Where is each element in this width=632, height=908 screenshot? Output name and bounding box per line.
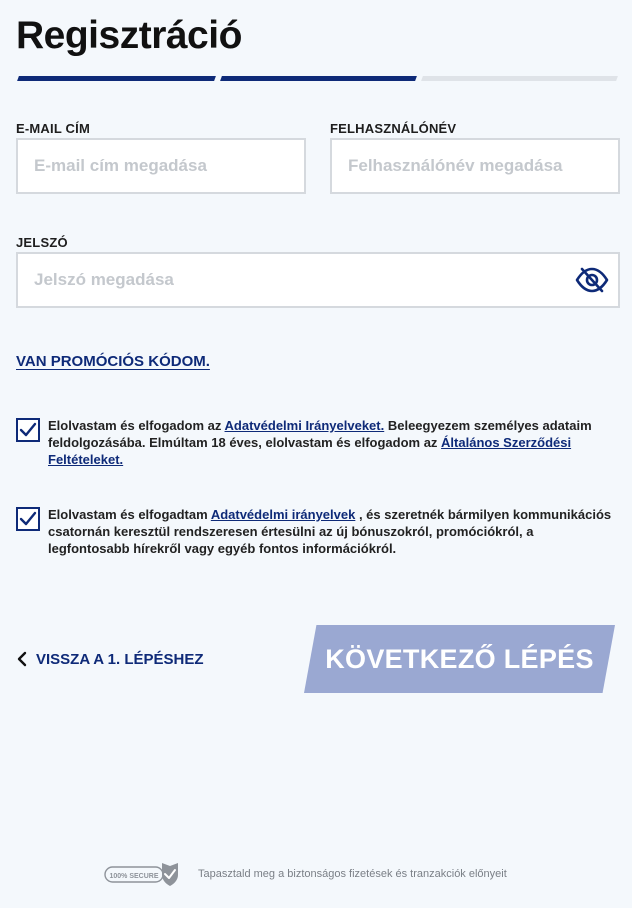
- back-to-step-1-button[interactable]: [16, 648, 204, 670]
- badge-text: 100% SECURE: [109, 873, 159, 880]
- privacy-terms-checkbox[interactable]: [16, 418, 40, 442]
- next-step-button[interactable]: [304, 625, 615, 693]
- marketing-consent-text: [48, 506, 614, 557]
- progress-step-1: [17, 76, 216, 81]
- marketing-consent-checkbox[interactable]: [16, 507, 40, 531]
- chevron-left-icon: [16, 651, 28, 667]
- password-label: JELSZÓ: [16, 235, 68, 250]
- privacy-policy-link-2[interactable]: Adatvédelmi irányelvek: [210, 507, 356, 522]
- username-input[interactable]: [330, 138, 620, 194]
- terms-link[interactable]: Általános Szerződési Feltételeket.: [48, 435, 572, 467]
- username-label: FELHASZNÁLÓNÉV: [330, 121, 457, 136]
- eye-slash-icon[interactable]: [574, 264, 610, 296]
- footer-text: Tapasztald meg a biztonságos fizetések és tranzakciók előnyeit: [198, 868, 507, 880]
- checkmark-icon: [19, 422, 37, 438]
- shield-check-icon: [104, 861, 180, 887]
- consent-2-text-2: , és szeretnék bármilyen kommunikációs csatornán keresztül rendszeresen értesülni az új bónuszokról, promóciókról, a legfontosabb hírekről vagy egyéb fontos információkról.: [48, 507, 612, 556]
- footer: [104, 860, 507, 888]
- consent-1-text-2: Beleegyezem személyes adataim feldolgozásába. Elmúltam 18 éves, elolvastam és elfogadom az: [48, 418, 592, 450]
- password-input[interactable]: [16, 252, 620, 308]
- email-label: E-MAIL CÍM: [16, 121, 90, 136]
- privacy-policy-link[interactable]: Adatvédelmi Irányelveket.: [224, 418, 385, 433]
- promo-code-link[interactable]: VAN PROMÓCIÓS KÓDOM.: [16, 353, 210, 370]
- next-step-label: KÖVETKEZŐ LÉPÉS: [325, 643, 594, 674]
- page-title: Regisztráció: [16, 14, 242, 57]
- progress-step-3: [421, 76, 618, 81]
- back-label: VISSZA A 1. LÉPÉSHEZ: [36, 650, 204, 668]
- privacy-terms-consent-text: [48, 417, 614, 468]
- checkmark-icon: [19, 511, 37, 527]
- email-input[interactable]: [16, 138, 306, 194]
- consent-2-text-1: Elolvastam és elfogadtam: [48, 507, 211, 522]
- consent-1-text-1: Elolvastam és elfogadom az: [48, 418, 225, 433]
- progress-step-2: [220, 76, 417, 81]
- progress-steps: [16, 76, 618, 82]
